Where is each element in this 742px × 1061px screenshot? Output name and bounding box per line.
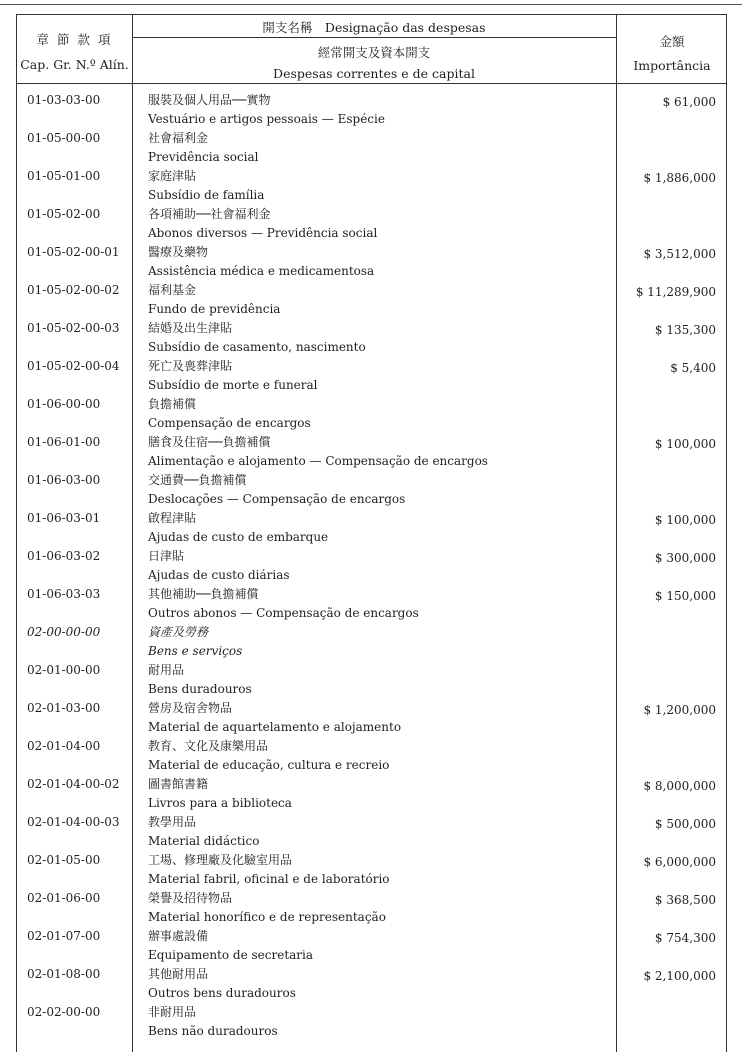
table-row [17, 87, 728, 125]
row-description-pt: Material honorífico e de representação [148, 910, 386, 924]
row-code: 02-01-04-00-03 [27, 815, 120, 829]
row-code: 01-06-03-02 [27, 549, 101, 563]
row-amount: $ 3,512,000 [643, 247, 716, 261]
row-description-zh: 各項補助──社會福利金 [148, 207, 271, 221]
row-code: 01-05-02-00-01 [27, 245, 120, 259]
row-code: 01-05-02-00-04 [27, 359, 120, 373]
row-description-pt: Subsídio de família [148, 188, 265, 202]
table-row [17, 315, 728, 353]
table-row [17, 809, 728, 847]
row-amount: $ 2,100,000 [643, 969, 716, 983]
row-description-zh: 醫療及藥物 [148, 245, 209, 259]
row-amount: $ 5,400 [670, 361, 716, 375]
row-amount: $ 100,000 [654, 513, 716, 527]
row-description-pt: Previdência social [148, 150, 259, 164]
row-description-pt: Material de educação, cultura e recreio [148, 758, 390, 772]
row-description-pt: Alimentação e alojamento — Compensação de encargos [148, 454, 488, 468]
row-description-pt: Compensação de encargos [148, 416, 311, 430]
table-row [17, 923, 728, 961]
row-code: 02-01-03-00 [27, 701, 101, 715]
row-code: 01-05-00-00 [27, 131, 101, 145]
row-amount: $ 754,300 [654, 931, 716, 945]
table-row [17, 163, 728, 201]
row-description-zh: 工場、修理廠及化驗室用品 [148, 853, 293, 867]
row-description-zh: 膳食及住宿──負擔補償 [148, 435, 271, 449]
row-description-pt: Outros bens duradouros [148, 986, 296, 1000]
row-description-zh: 耐用品 [148, 663, 185, 677]
row-amount: $ 1,886,000 [643, 171, 716, 185]
row-description-zh: 非耐用品 [148, 1005, 197, 1019]
row-description-pt: Assistência médica e medicamentosa [148, 264, 375, 278]
row-description-zh: 其他補助──負擔補償 [148, 587, 259, 601]
row-description-zh: 其他耐用品 [148, 967, 209, 981]
row-code: 02-01-04-00 [27, 739, 101, 753]
header-description-sub-pt: Despesas correntes e de capital [273, 66, 475, 81]
header-code-zh: 章 節 款 項 [36, 32, 113, 47]
row-description-pt: Deslocações — Compensação de encargos [148, 492, 406, 506]
table-row [17, 961, 728, 999]
table-row [17, 771, 728, 809]
budget-table [16, 14, 727, 1052]
row-description-pt: Vestuário e artigos pessoais — Espécie [148, 112, 385, 126]
row-description-pt: Subsídio de casamento, nascimento [148, 340, 366, 354]
row-code: 02-01-06-00 [27, 891, 101, 905]
row-amount: $ 8,000,000 [643, 779, 716, 793]
table-row [17, 353, 728, 391]
table-row [17, 733, 728, 771]
row-description-pt: Ajudas de custo diárias [148, 568, 290, 582]
row-code: 01-05-02-00-03 [27, 321, 120, 335]
row-amount: $ 500,000 [654, 817, 716, 831]
row-description-zh: 日津貼 [148, 549, 185, 563]
header-description-title: 開支名稱 Designação das despesas [262, 20, 486, 35]
row-amount: $ 61,000 [662, 95, 716, 109]
row-description-zh: 營房及宿舍物品 [148, 701, 233, 715]
table-body [17, 87, 728, 1037]
row-code: 02-01-08-00 [27, 967, 101, 981]
row-description-pt: Livros para a biblioteca [148, 796, 292, 810]
row-description-zh: 結婚及出生津貼 [148, 321, 233, 335]
row-description-pt: Equipamento de secretaria [148, 948, 314, 962]
table-row [17, 505, 728, 543]
row-description-zh: 啟程津貼 [148, 511, 197, 525]
row-description-pt: Outros abonos — Compensação de encargos [148, 606, 419, 620]
row-description-pt: Material didáctico [148, 834, 260, 848]
table-row [17, 847, 728, 885]
row-description-pt: Material de aquartelamento e alojamento [148, 720, 402, 734]
row-description-zh: 教學用品 [148, 815, 197, 829]
table-row [17, 125, 728, 163]
table-row [17, 467, 728, 505]
row-code: 01-06-00-00 [27, 397, 101, 411]
table-row [17, 999, 728, 1037]
row-amount: $ 150,000 [654, 589, 716, 603]
table-row [17, 695, 728, 733]
row-description-zh: 交通費──負擔補償 [148, 473, 247, 487]
table-row [17, 543, 728, 581]
row-description-zh: 資產及勞務 [148, 625, 209, 639]
row-description-pt: Bens duradouros [148, 682, 252, 696]
row-code: 01-05-02-00-02 [27, 283, 120, 297]
header-description-sub-zh: 經常開支及資本開支 [317, 45, 431, 60]
row-description-zh: 負擔補償 [148, 397, 197, 411]
table-row [17, 391, 728, 429]
table-row [17, 619, 728, 657]
table-row [17, 239, 728, 277]
header-amount-zh: 金額 [659, 34, 685, 49]
row-code: 02-01-04-00-02 [27, 777, 120, 791]
page-top-rule [0, 4, 742, 5]
row-code: 02-01-07-00 [27, 929, 101, 943]
row-description-zh: 辦事處設備 [148, 929, 209, 943]
row-code: 02-00-00-00 [27, 625, 101, 639]
row-description-pt: Abonos diversos — Previdência social [148, 226, 378, 240]
row-amount: $ 1,200,000 [643, 703, 716, 717]
header-amount-pt: Importância [633, 58, 711, 73]
row-code: 01-06-03-01 [27, 511, 101, 525]
row-description-pt: Ajudas de custo de embarque [148, 530, 329, 544]
row-description-pt: Subsídio de morte e funeral [148, 378, 318, 392]
row-description-zh: 榮譽及招待物品 [148, 891, 233, 905]
table-row [17, 581, 728, 619]
table-row [17, 277, 728, 315]
row-description-zh: 死亡及喪葬津貼 [148, 359, 233, 373]
row-description-zh: 家庭津貼 [148, 169, 197, 183]
row-amount: $ 6,000,000 [643, 855, 716, 869]
row-code: 01-06-03-03 [27, 587, 101, 601]
row-code: 02-01-05-00 [27, 853, 101, 867]
row-description-pt: Fundo de previdência [148, 302, 281, 316]
row-code: 01-06-01-00 [27, 435, 101, 449]
table-row [17, 429, 728, 467]
row-code: 02-02-00-00 [27, 1005, 101, 1019]
row-description-zh: 福利基金 [148, 283, 197, 297]
row-code: 01-03-03-00 [27, 93, 101, 107]
header-code-pt: Cap. Gr. N.º Alín. [20, 57, 129, 72]
header-bottom-rule [17, 83, 726, 84]
row-description-zh: 教育、文化及康樂用品 [148, 739, 269, 753]
table-row [17, 201, 728, 239]
table-row [17, 885, 728, 923]
row-amount: $ 11,289,900 [635, 285, 716, 299]
row-amount: $ 368,500 [654, 893, 716, 907]
row-amount: $ 135,300 [654, 323, 716, 337]
row-description-zh: 圖書館書籍 [148, 777, 209, 791]
row-description-zh: 社會福利金 [148, 131, 209, 145]
row-description-pt: Bens e serviços [148, 644, 243, 658]
row-description-zh: 服裝及個人用品──實物 [148, 93, 271, 107]
row-code: 01-06-03-00 [27, 473, 101, 487]
header-subdivider [132, 37, 616, 38]
table-row [17, 657, 728, 695]
row-code: 01-05-01-00 [27, 169, 101, 183]
row-code: 01-05-02-00 [27, 207, 101, 221]
row-code: 02-01-00-00 [27, 663, 101, 677]
row-description-pt: Material fabril, oficinal e de laboratório [148, 872, 390, 886]
row-amount: $ 100,000 [654, 437, 716, 451]
row-amount: $ 300,000 [654, 551, 716, 565]
row-description-pt: Bens não duradouros [148, 1024, 278, 1038]
